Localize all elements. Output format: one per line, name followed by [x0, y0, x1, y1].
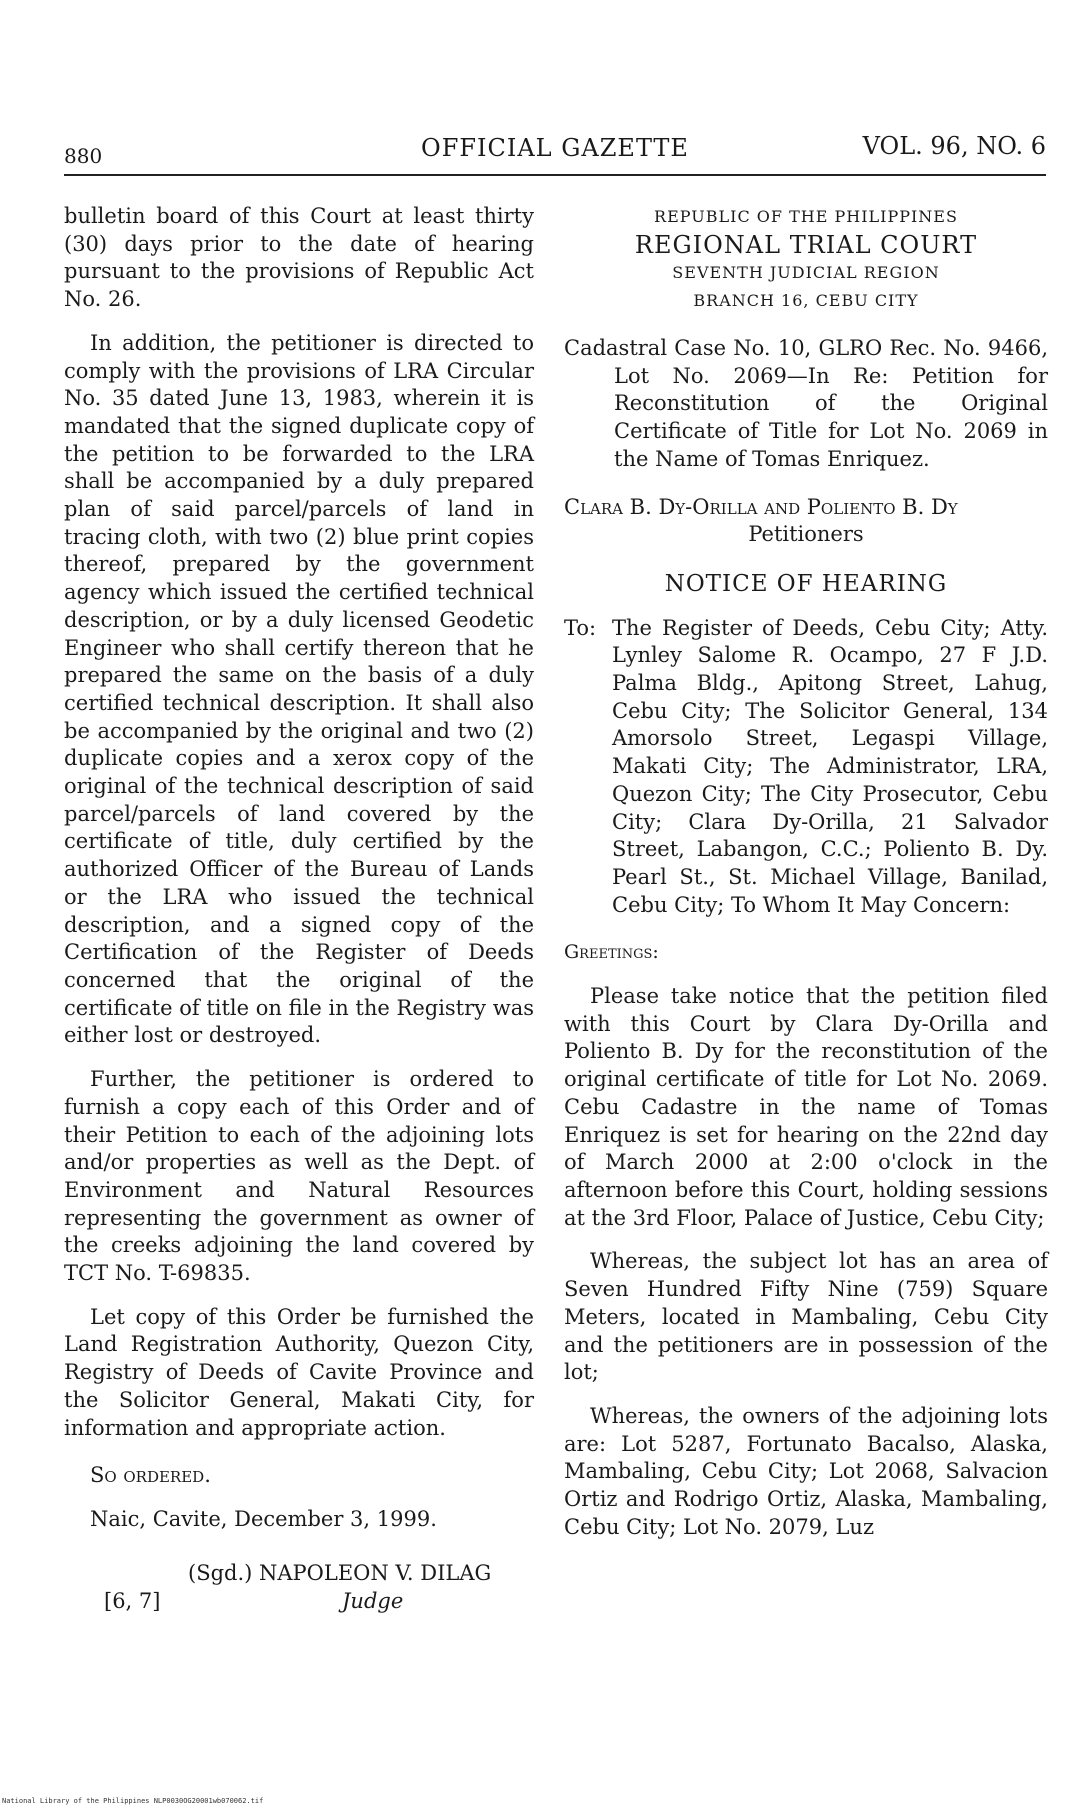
court-heading	[564, 203, 1048, 315]
petitioner-role: Petitioners	[748, 522, 864, 547]
left-column	[64, 203, 534, 1616]
notice-paragraph-2: Whereas, the subject lot has an area of Seven Hundred Fifty Nine (759) Square Meters, located in Mambaling, Cebu City and the petitioners are in possession of the lot;	[564, 1249, 1048, 1385]
judge-title: Judge	[342, 1588, 404, 1613]
court-name: REGIONAL TRIAL COURT	[634, 231, 978, 259]
case-caption: Cadastral Case No. 10, GLRO Rec. No. 9466, Lot No. 2069—In Re: Petition for Reconstitution of the Original Certificate of Title for Lot No. 2069 in the Name of Tomas Enriquez.	[564, 336, 1048, 471]
addressee-block	[564, 615, 1048, 920]
judge-signature: (Sgd.) NAPOLEON V. DILAG	[188, 1560, 492, 1585]
scan-footer: National Library of the Philippines NLP0030OG20001wb070062.tif	[2, 1797, 264, 1805]
order-paragraph-3: Further, the petitioner is ordered to furnish a copy each of this Order and of their Petition to each of the adjoining lots and/or properties as well as the Dept. of Environment and Natural Resources representing the government as owner of the creeks adjoining the land covered by TCT No. T-69835.	[64, 1067, 534, 1286]
judicial-region: SEVENTH JUDICIAL REGION	[672, 263, 940, 282]
page-number: 880	[64, 144, 103, 168]
court-branch: BRANCH 16, CEBU CITY	[693, 291, 919, 310]
signature-block	[64, 1554, 534, 1616]
header-rule	[64, 174, 1046, 176]
to-label: To:	[564, 615, 597, 640]
order-paragraph-4: Let copy of this Order be furnished the Land Registration Authority, Quezon City, Registry of Deeds of Cavite Province and the Solicitor General, Makati City, for information and appropriate action.	[64, 1304, 534, 1440]
publication-title: OFFICIAL GAZETTE	[421, 134, 689, 162]
order-paragraph-1: bulletin board of this Court at least thirty (30) days prior to the date of hearing pursuant to the provisions of Republic Act No. 26.	[64, 204, 534, 312]
page-header	[64, 130, 1046, 174]
so-ordered: So ordered.	[90, 1463, 211, 1488]
republic-line: REPUBLIC OF THE PHILIPPINES	[654, 207, 958, 226]
greetings: Greetings:	[564, 941, 659, 964]
volume-number: VOL. 96, NO. 6	[862, 132, 1046, 160]
addressee-list: The Register of Deeds, Cebu City; Atty. Lynley Salome R. Ocampo, 27 F J.D. Palma Bldg., Apitong Street, Lahug, Cebu City; The Solicitor General, 134 Amorsolo Street, Legaspi Village, Makati City; The Administrator, LRA, Quezon City; The City Prosecutor, Cebu City; Clara Dy-Orilla, 21 Salvador Street, Labangon, C.C.; Poliento B. Dy. Pearl St., St. Michael Village, Banilad, Cebu City; To Whom It May Concern:	[612, 615, 1048, 917]
place-date: Naic, Cavite, December 3, 1999.	[90, 1506, 437, 1531]
notice-title: NOTICE OF HEARING	[664, 570, 948, 597]
petitioner-names: Clara B. Dy-Orilla and Poliento B. Dy	[564, 494, 958, 519]
notice-paragraph-3: Whereas, the owners of the adjoining lots are: Lot 5287, Fortunato Bacalso, Alaska, Mambaling, Cebu City; Lot 2068, Salvacion Ortiz and Rodrigo Ortiz, Alaska, Mambaling, Cebu City; Lot No. 2079, Luz	[564, 1403, 1048, 1539]
order-paragraph-2: In addition, the petitioner is directed to comply with the provisions of LRA Circular No. 35 dated June 13, 1983, wherein it is mandated that the signed duplicate copy of the petition to be forwarded to the LRA shall be accompanied by a duly prepared plan of said parcel/parcels of land in tracing cloth, with two (2) blue print copies thereof, prepared by the government agency which issued the certified technical description, or by a duly licensed Geodetic Engineer who shall certify thereon that he prepared the same on the basis of a duly certified technical description. It shall also be accompanied by the original and two (2) duplicate copies and a xerox copy of the original of the technical description of said parcel/parcels of land covered by the certificate of title, duly certified by the authorized Officer of the Bureau of Lands or the LRA who issued the technical description, and a signed copy of the Certification of the Register of Deeds concerned that the original of the certificate of title on file in the Registry was either lost or destroyed.	[64, 330, 534, 1048]
issue-reference: [6, 7]	[104, 1588, 161, 1613]
notice-paragraph-1: Please take notice that the petition filed with this Court by Clara Dy-Orilla and Poliento B. Dy for the reconstitution of the original certificate of title for Lot No. 2069. Cebu Cadastre in the name of Tomas Enriquez is set for hearing on the 22nd day of March 2000 at 2:00 o'clock in the afternoon before this Court, holding sessions at the 3rd Floor, Palace of Justice, Cebu City;	[564, 984, 1048, 1230]
right-column	[564, 203, 1048, 1541]
